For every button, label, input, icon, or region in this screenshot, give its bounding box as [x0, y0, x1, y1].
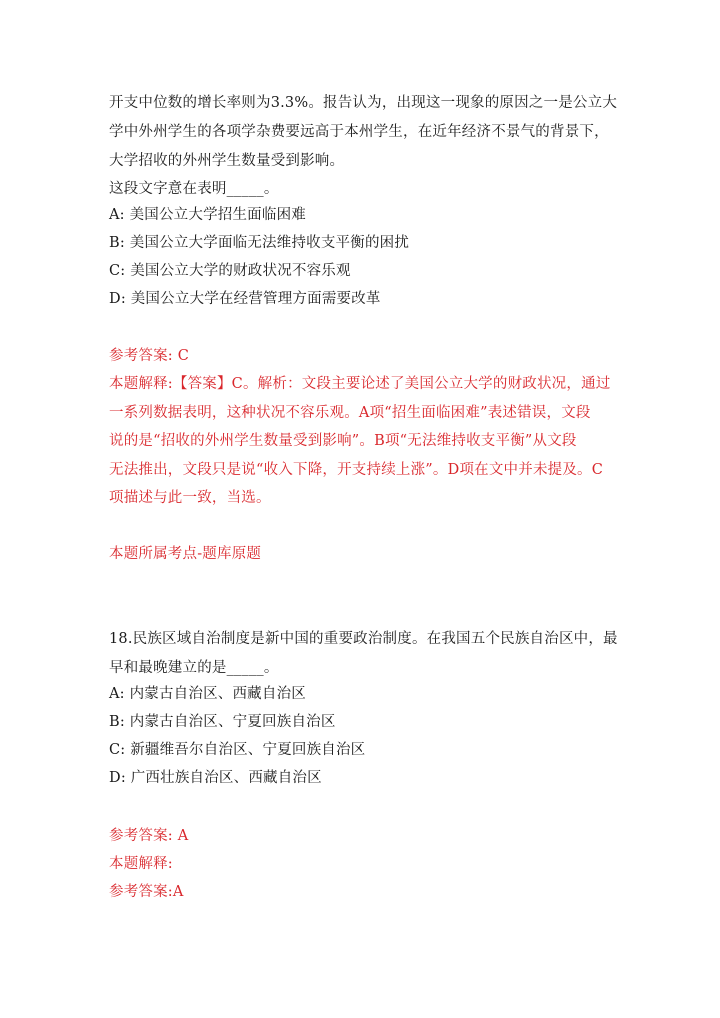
- q18-option-a: A: 内蒙古自治区、西藏自治区: [109, 686, 306, 702]
- q17-stem-line-2: 学中外州学生的各项学杂费要远高于本州学生，在近年经济不景气的背景下，: [109, 124, 609, 140]
- q17-prompt: 这段文字意在表明_____。: [109, 181, 279, 197]
- q17-explanation-line-2: 一系列数据表明，这种状况不容乐观。A项“招生面临困难”表述错误，文段: [109, 405, 591, 421]
- q17-stem-line-1: 开支中位数的增长率则为3.3%。报告认为，出现这一现象的原因之一是公立大: [109, 95, 618, 111]
- q17-source-tag: 本题所属考点-题库原题: [109, 546, 262, 562]
- q17-stem-line-3: 大学招收的外州学生数量受到影响。: [109, 153, 345, 169]
- q17-option-c: C: 美国公立大学的财政状况不容乐观: [109, 263, 351, 279]
- q18-option-d: D: 广西壮族自治区、西藏自治区: [109, 770, 322, 786]
- q18-option-b: B: 内蒙古自治区、宁夏回族自治区: [109, 714, 336, 730]
- q17-option-a: A: 美国公立大学招生面临困难: [109, 207, 306, 223]
- q17-answer: 参考答案: C: [109, 348, 189, 364]
- q18-stem-line-1: 18.民族区域自治制度是新中国的重要政治制度。在我国五个民族自治区中，最: [109, 631, 618, 647]
- q17-option-d: D: 美国公立大学在经营管理方面需要改革: [109, 291, 381, 307]
- q17-explanation-line-1: 本题解释:【答案】C。解析：文段主要论述了美国公立大学的财政状况，通过: [109, 376, 611, 392]
- q17-option-b: B: 美国公立大学面临无法维持收支平衡的困扰: [109, 235, 410, 251]
- q17-explanation-line-3: 说的是“招收的外州学生数量受到影响”。B项“无法维持收支平衡”从文段: [109, 433, 577, 449]
- q18-answer: 参考答案: A: [109, 828, 189, 844]
- q17-explanation-line-4: 无法推出，文段只是说“收入下降，开支持续上涨”。D项在文中并未提及。C: [109, 462, 604, 478]
- q17-explanation-line-5: 项描述与此一致，当选。: [109, 490, 271, 506]
- q18-answer-repeat: 参考答案:A: [109, 884, 184, 900]
- q18-option-c: C: 新疆维吾尔自治区、宁夏回族自治区: [109, 742, 366, 758]
- q18-explanation-label: 本题解释:: [109, 856, 173, 872]
- q18-stem-line-2: 早和最晚建立的是_____。: [109, 660, 279, 676]
